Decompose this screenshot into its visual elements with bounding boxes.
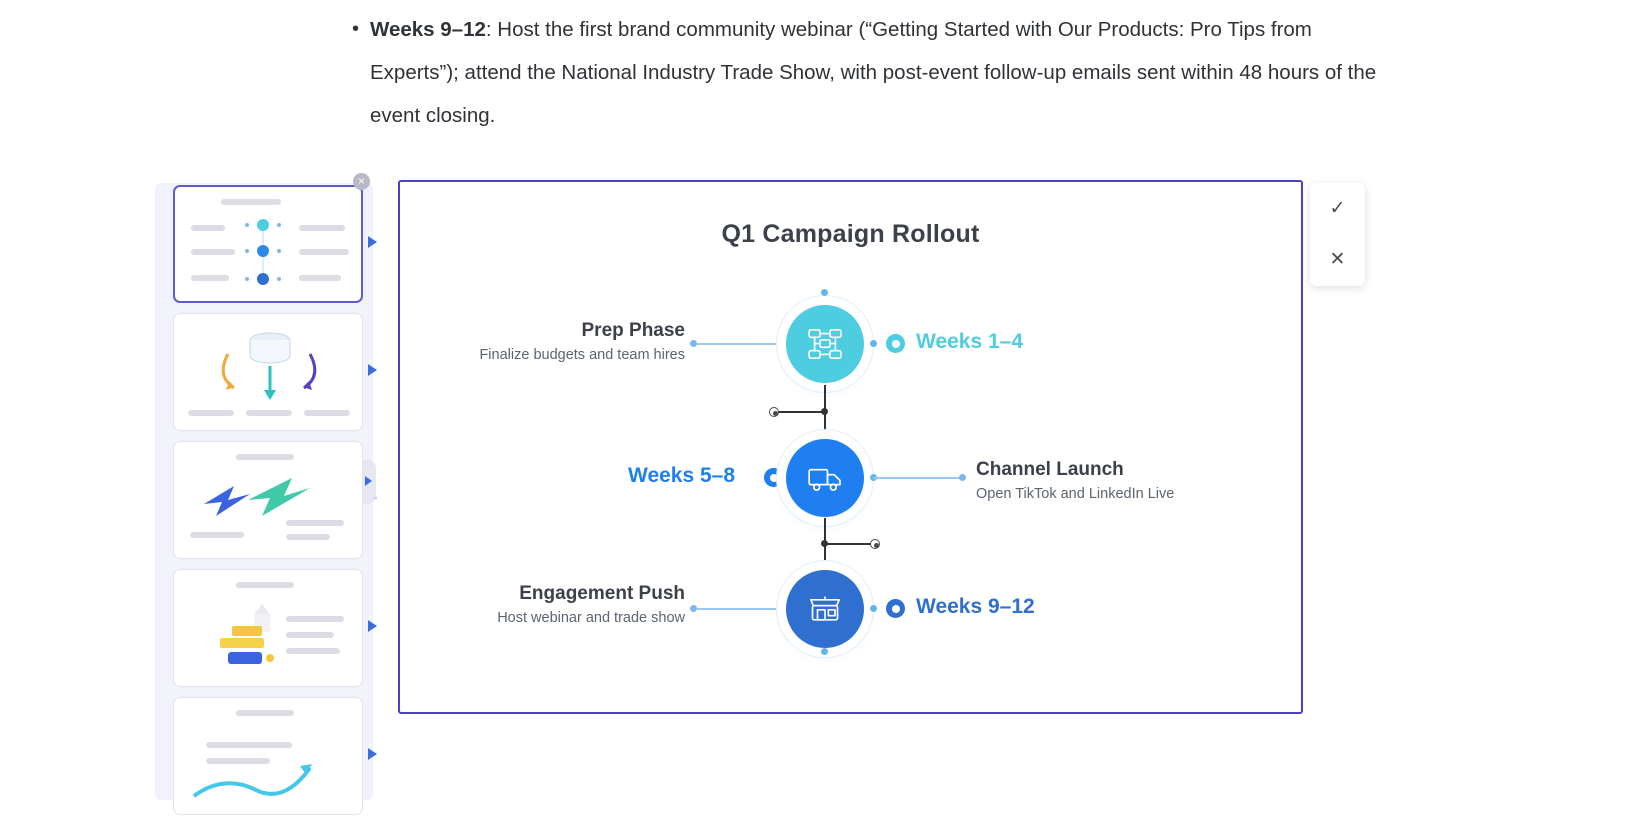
phase-2-label: Channel Launch Open TikTok and LinkedIn Live — [976, 459, 1175, 502]
thumbnail-graphic-4 — [174, 570, 363, 687]
connector-endpoint-icon — [769, 407, 779, 417]
accept-check-icon[interactable]: ✓ — [1329, 198, 1346, 219]
connector-dot — [821, 648, 828, 655]
phase-3-label: Engagement Push Host webinar and trade show — [497, 583, 685, 626]
delivery-truck-icon — [805, 458, 845, 498]
thumbnail-slide-5[interactable] — [173, 697, 363, 815]
connector-dot — [870, 605, 877, 612]
megaphone-store-icon — [805, 589, 845, 629]
phase-2-badge — [764, 468, 783, 487]
thumbnail-list — [165, 183, 363, 800]
slide-canvas[interactable] — [398, 180, 1303, 714]
thumbnail-expand-arrow-2[interactable] — [368, 364, 377, 376]
phase-2-weeks: Weeks 5–8 — [628, 464, 736, 487]
connector-line — [696, 608, 783, 610]
page-title: Q1 Campaign Rollout — [721, 220, 980, 248]
connector-dot — [959, 474, 966, 481]
thumbnail-expand-arrow-1[interactable] — [368, 236, 377, 248]
connector-dot — [870, 340, 877, 347]
thumbnail-graphic-5 — [174, 698, 363, 815]
thumbnail-graphic-2 — [174, 314, 363, 431]
thumbnail-graphic-3 — [174, 442, 363, 559]
paragraph-body: : Host the first brand community webinar (“Getting Started with Our Products: Pro Tips from Experts”); attend the National Industry Trade Show, with post-event follow-up emails sent within 48 hours of the event closing. — [370, 18, 1377, 127]
paragraph-lead-label: Weeks 9–12 — [370, 18, 486, 41]
phase-1-label: Prep Phase Finalize budgets and team hires — [479, 320, 685, 363]
phase-1-weeks: Weeks 1–4 — [916, 330, 1024, 353]
document-paragraph — [352, 8, 1390, 137]
connector-endpoint-icon — [870, 539, 880, 549]
thumbnail-rail — [155, 183, 373, 800]
thumbnail-graphic-1 — [175, 187, 363, 303]
thumbnail-slide-1[interactable] — [173, 185, 363, 303]
phase-1-node-network-nodes-icon — [786, 305, 864, 383]
thumbnail-expand-arrow-4[interactable] — [368, 620, 377, 632]
close-icon[interactable]: × — [353, 173, 370, 190]
phase-3-badge — [886, 599, 905, 618]
thumbnail-rail-toggle[interactable] — [363, 460, 376, 504]
thumbnail-slide-4[interactable] — [173, 569, 363, 687]
connector-line — [696, 343, 783, 345]
connector-horizontal — [776, 411, 824, 413]
bullet-marker: • — [352, 18, 360, 40]
phase-2-node-delivery-truck-icon — [786, 439, 864, 517]
timeline-diagram — [400, 182, 1301, 712]
thumbnail-slide-2[interactable] — [173, 313, 363, 431]
thumbnail-slide-3[interactable] — [173, 441, 363, 559]
phase-1-badge — [886, 334, 905, 353]
phase-3-node-megaphone-store-icon — [786, 570, 864, 648]
review-panel — [1310, 183, 1365, 286]
connector-dot — [821, 289, 828, 296]
connector-line — [874, 477, 963, 479]
reject-close-icon[interactable]: ✕ — [1329, 249, 1346, 270]
thumbnail-expand-arrow-5[interactable] — [368, 748, 377, 760]
network-nodes-icon — [805, 324, 845, 364]
phase-3-weeks: Weeks 9–12 — [916, 595, 1035, 618]
connector-horizontal — [824, 543, 872, 545]
